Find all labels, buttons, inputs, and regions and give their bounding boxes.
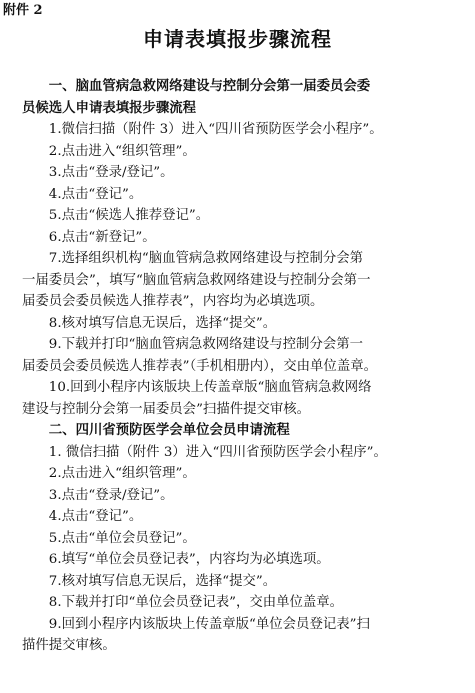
section-1-step-line: 2.点击进入“组织管理”。 (48, 143, 196, 159)
section-1-heading-line-1: 一、脑血管病急救网络建设与控制分会第一届委员会委 (48, 78, 371, 94)
section-1-heading-line-2: 员候选人申请表填报步骤流程 (22, 99, 197, 116)
section-1-step-line: 6.点击“新登记”。 (48, 229, 156, 245)
document-body (22, 76, 457, 657)
section-2-step-line: 5.点击“单位会员登记”。 (48, 530, 196, 546)
page-title: 申请表填报步骤流程 (143, 27, 332, 51)
section-2 (22, 420, 457, 657)
section-1-steps (22, 119, 457, 420)
section-1-step-line: 届委员会委员候选人推荐表”，内容均为必填选项。 (22, 294, 324, 309)
section-1-step-line: 8.核对填写信息无误后，选择“提交”。 (48, 315, 277, 331)
section-2-step-line: 6.填写“单位会员登记表”，内容均为必填选项。 (48, 552, 330, 567)
section-1 (22, 76, 457, 420)
section-1-step-line: 9.下载并打印“脑血管病急救网络建设与控制分会第一 (48, 337, 364, 352)
section-1-step-line: 5.点击“候选人推荐登记”。 (48, 208, 210, 223)
section-2-step-line: 3.点击“登录/登记”。 (48, 487, 174, 503)
section-1-step-line: 建设与控制分会第一届委员会”扫描件提交审核。 (22, 401, 311, 417)
section-2-steps (22, 442, 457, 657)
section-2-step-line: 8.下载并打印“单位会员登记表”，交由单位盖章。 (48, 595, 344, 610)
section-2-step-line: 7.核对填写信息无误后，选择“提交”。 (48, 573, 277, 589)
section-1-step-line: 3.点击“登录/登记”。 (48, 165, 174, 180)
section-2-step-line: 4.点击“登记”。 (48, 509, 143, 524)
section-2-step-line: 9.回到小程序内该版块上传盖章版“单位会员登记表”扫 (48, 616, 370, 632)
attachment-label: 附件 2 (3, 3, 43, 18)
section-2-step-line: 描件提交审核。 (22, 638, 116, 653)
section-1-step-line: 1.微信扫描（附件 3）进入“四川省预防医学会小程序”。 (48, 122, 383, 137)
section-1-step-line: 7.选择组织机构“脑血管病急救网络建设与控制分会第 (48, 251, 364, 266)
section-2-step-line: 1. 微信扫描（附件 3）进入“四川省预防医学会小程序”。 (48, 444, 387, 460)
section-1-step-line: 4.点击“登记”。 (48, 186, 143, 202)
section-2-heading: 二、四川省预防医学会单位会员申请流程 (48, 422, 290, 438)
section-2-step-line: 2.点击进入“组织管理”。 (48, 466, 196, 481)
section-1-step-line: 10.回到小程序内该版块上传盖章版“脑血管病急救网络 (48, 380, 372, 395)
section-1-step-line: 届委员会委员候选人推荐表”（手机相册内），交由单位盖章。 (22, 358, 377, 374)
section-1-step-line: 一届委员会”，填写“脑血管病急救网络建设与控制分会第一 (22, 272, 371, 288)
